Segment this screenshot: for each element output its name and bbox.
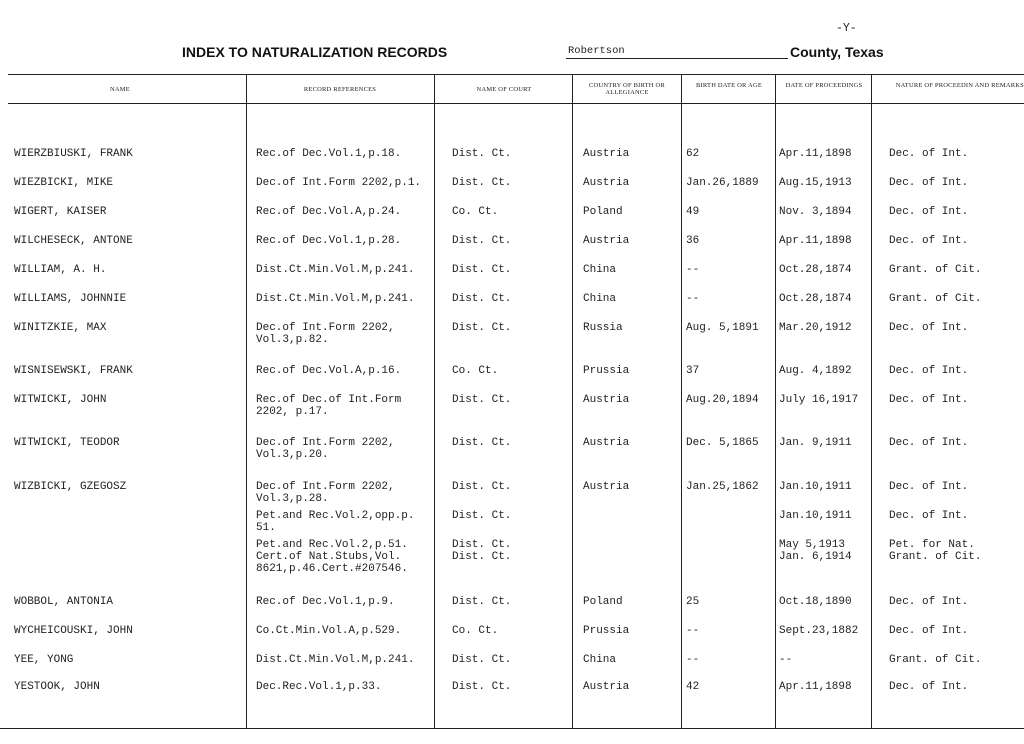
cell-court: Dist. Ct. — [452, 264, 512, 276]
cell-proceeding-date: May 5,1913 Jan. 6,1914 — [779, 539, 852, 563]
cell-court: Co. Ct. — [452, 206, 499, 218]
cell-proceeding-date: Nov. 3,1894 — [779, 206, 852, 218]
cell-proceeding-date: -- — [779, 654, 793, 666]
cell-country: Austria — [583, 148, 630, 160]
cell-court: Dist. Ct. — [452, 654, 512, 666]
cell-court: Dist. Ct. — [452, 510, 512, 522]
column-header-country: COUNTRY OF BIRTH OR ALLEGIANCE — [589, 82, 665, 96]
cell-court: Dist. Ct. — [452, 596, 512, 608]
cell-court: Dist. Ct. Dist. Ct. — [452, 539, 512, 563]
column-header-name: NAME — [110, 86, 130, 93]
cell-birth-date: -- — [686, 293, 700, 305]
cell-court: Co. Ct. — [452, 625, 499, 637]
cell-birth-date: -- — [686, 264, 700, 276]
cell-birth-date: -- — [686, 654, 700, 666]
cell-record-reference: Rec.of Dec.of Int.Form 2202, p.17. — [256, 394, 402, 418]
cell-birth-date: 36 — [686, 235, 700, 247]
cell-record-reference: Dec.of Int.Form 2202, Vol.3,p.20. — [256, 437, 395, 461]
cell-nature: Dec. of Int. — [889, 148, 969, 160]
cell-record-reference: Pet.and Rec.Vol.2,p.51. Cert.of Nat.Stubs,Vol. 8621,p.46.Cert.#207546. — [256, 539, 408, 575]
column-header-court: NAME OF COURT — [476, 86, 532, 93]
cell-name: WIERZBIUSKI, FRANK — [14, 148, 133, 160]
cell-country: Poland — [583, 596, 623, 608]
county-underline — [566, 58, 788, 59]
cell-name: WOBBOL, ANTONIA — [14, 596, 114, 608]
cell-proceeding-date: Jan.10,1911 — [779, 510, 852, 522]
cell-nature: Dec. of Int. — [889, 481, 969, 493]
cell-birth-date: Aug. 5,1891 — [686, 322, 759, 334]
cell-country: Poland — [583, 206, 623, 218]
cell-birth-date: Dec. 5,1865 — [686, 437, 759, 449]
cell-birth-date: 37 — [686, 365, 700, 377]
cell-court: Dist. Ct. — [452, 235, 512, 247]
cell-name: YEE, YONG — [14, 654, 74, 666]
cell-name: WYCHEICOUSKI, JOHN — [14, 625, 133, 637]
column-header-birth: BIRTH DATE OR AGE — [695, 82, 763, 89]
cell-proceeding-date: Aug.15,1913 — [779, 177, 852, 189]
cell-proceeding-date: Jan.10,1911 — [779, 481, 852, 493]
cell-record-reference: Pet.and Rec.Vol.2,opp.p. 51. — [256, 510, 415, 534]
cell-record-reference: Rec.of Dec.Vol.1,p.28. — [256, 235, 402, 247]
cell-record-reference: Dist.Ct.Min.Vol.M,p.241. — [256, 293, 415, 305]
cell-name: WITWICKI, JOHN — [14, 394, 107, 406]
cell-birth-date: 49 — [686, 206, 700, 218]
cell-nature: Grant. of Cit. — [889, 293, 982, 305]
cell-country: Austria — [583, 437, 630, 449]
cell-name: WILLIAM, A. H. — [14, 264, 107, 276]
cell-country: China — [583, 264, 617, 276]
cell-nature: Dec. of Int. — [889, 510, 969, 522]
cell-country: Austria — [583, 481, 630, 493]
column-divider — [572, 74, 573, 728]
cell-proceeding-date: July 16,1917 — [779, 394, 859, 406]
cell-proceeding-date: Oct.18,1890 — [779, 596, 852, 608]
cell-name: WILLIAMS, JOHNNIE — [14, 293, 127, 305]
cell-name: YESTOOK, JOHN — [14, 681, 100, 693]
cell-proceeding-date: Mar.20,1912 — [779, 322, 852, 334]
cell-record-reference: Dist.Ct.Min.Vol.M,p.241. — [256, 264, 415, 276]
cell-nature: Dec. of Int. — [889, 394, 969, 406]
cell-nature: Grant. of Cit. — [889, 654, 982, 666]
cell-country: Austria — [583, 394, 630, 406]
cell-record-reference: Dec.Rec.Vol.1,p.33. — [256, 681, 382, 693]
column-header-nature: NATURE OF PROCEEDIN AND REMARKS — [895, 82, 1024, 89]
cell-court: Dist. Ct. — [452, 394, 512, 406]
column-divider — [871, 74, 872, 728]
cell-record-reference: Dec.of Int.Form 2202,p.1. — [256, 177, 422, 189]
cell-country: Austria — [583, 177, 630, 189]
cell-nature: Dec. of Int. — [889, 596, 969, 608]
cell-nature: Dec. of Int. — [889, 437, 969, 449]
cell-nature: Dec. of Int. — [889, 365, 969, 377]
document-title: INDEX TO NATURALIZATION RECORDS — [182, 44, 448, 60]
cell-record-reference: Rec.of Dec.Vol.1,p.9. — [256, 596, 395, 608]
cell-nature: Dec. of Int. — [889, 206, 969, 218]
county-suffix: County, Texas — [790, 44, 884, 60]
cell-name: WINITZKIE, MAX — [14, 322, 107, 334]
cell-name: WIZBICKI, GZEGOSZ — [14, 481, 127, 493]
cell-country: Austria — [583, 681, 630, 693]
cell-country: Russia — [583, 322, 623, 334]
cell-court: Dist. Ct. — [452, 437, 512, 449]
cell-birth-date: Jan.25,1862 — [686, 481, 759, 493]
cell-proceeding-date: Apr.11,1898 — [779, 235, 852, 247]
cell-nature: Dec. of Int. — [889, 681, 969, 693]
cell-country: Austria — [583, 235, 630, 247]
county-name: Robertson — [568, 45, 625, 57]
column-divider — [246, 74, 247, 728]
cell-name: WITWICKI, TEODOR — [14, 437, 120, 449]
cell-court: Dist. Ct. — [452, 177, 512, 189]
cell-country: China — [583, 654, 617, 666]
cell-proceeding-date: Oct.28,1874 — [779, 293, 852, 305]
cell-record-reference: Dec.of Int.Form 2202, Vol.3,p.28. — [256, 481, 395, 505]
cell-proceeding-date: Sept.23,1882 — [779, 625, 859, 637]
column-header-date: DATE OF PROCEEDINGS — [785, 82, 863, 89]
cell-nature: Pet. for Nat. Grant. of Cit. — [889, 539, 982, 563]
cell-proceeding-date: Apr.11,1898 — [779, 681, 852, 693]
cell-proceeding-date: Apr.11,1898 — [779, 148, 852, 160]
cell-birth-date: 25 — [686, 596, 700, 608]
cell-nature: Dec. of Int. — [889, 625, 969, 637]
cell-birth-date: -- — [686, 625, 700, 637]
cell-proceeding-date: Oct.28,1874 — [779, 264, 852, 276]
cell-record-reference: Dist.Ct.Min.Vol.M,p.241. — [256, 654, 415, 666]
cell-nature: Dec. of Int. — [889, 322, 969, 334]
cell-country: Prussia — [583, 625, 630, 637]
page-marker: -Y- — [836, 22, 857, 35]
cell-court: Dist. Ct. — [452, 681, 512, 693]
table-bottom-rule — [0, 728, 1024, 729]
cell-birth-date: 62 — [686, 148, 700, 160]
cell-record-reference: Rec.of Dec.Vol.A,p.24. — [256, 206, 402, 218]
cell-record-reference: Rec.of Dec.Vol.1,p.18. — [256, 148, 402, 160]
cell-record-reference: Co.Ct.Min.Vol.A,p.529. — [256, 625, 402, 637]
cell-name: WILCHESECK, ANTONE — [14, 235, 133, 247]
cell-court: Dist. Ct. — [452, 148, 512, 160]
cell-birth-date: 42 — [686, 681, 700, 693]
column-divider — [775, 74, 776, 728]
cell-nature: Grant. of Cit. — [889, 264, 982, 276]
cell-record-reference: Dec.of Int.Form 2202, Vol.3,p.82. — [256, 322, 395, 346]
cell-birth-date: Aug.20,1894 — [686, 394, 759, 406]
cell-court: Dist. Ct. — [452, 481, 512, 493]
cell-court: Co. Ct. — [452, 365, 499, 377]
cell-birth-date: Jan.26,1889 — [686, 177, 759, 189]
cell-nature: Dec. of Int. — [889, 177, 969, 189]
cell-country: China — [583, 293, 617, 305]
column-divider — [434, 74, 435, 728]
cell-proceeding-date: Jan. 9,1911 — [779, 437, 852, 449]
cell-country: Prussia — [583, 365, 630, 377]
cell-court: Dist. Ct. — [452, 322, 512, 334]
cell-proceeding-date: Aug. 4,1892 — [779, 365, 852, 377]
cell-court: Dist. Ct. — [452, 293, 512, 305]
column-divider — [681, 74, 682, 728]
cell-name: WIEZBICKI, MIKE — [14, 177, 114, 189]
cell-record-reference: Rec.of Dec.Vol.A,p.16. — [256, 365, 402, 377]
column-header-record-references: RECORD REFERENCES — [303, 86, 377, 93]
cell-name: WISNISEWSKI, FRANK — [14, 365, 133, 377]
cell-nature: Dec. of Int. — [889, 235, 969, 247]
cell-name: WIGERT, KAISER — [14, 206, 107, 218]
